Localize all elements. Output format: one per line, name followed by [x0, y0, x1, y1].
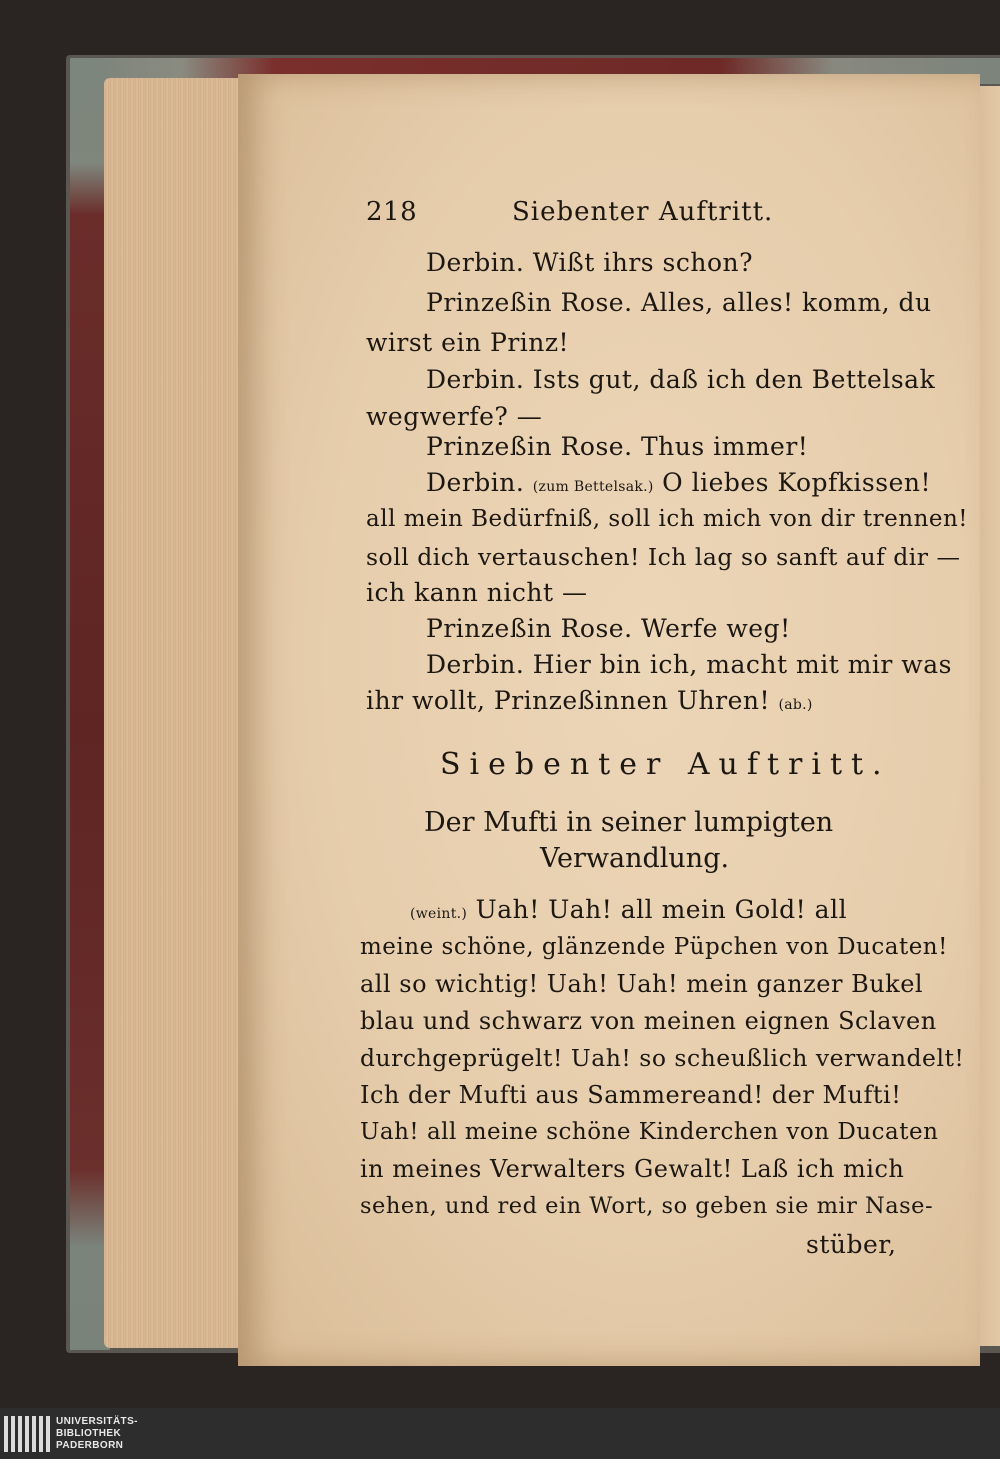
text-line: Uah! all meine schöne Kinderchen von Ducaten [360, 1119, 939, 1145]
text-line: Derbin. Ists gut, daß ich den Bettelsak [426, 365, 936, 394]
text-line: all so wichtig! Uah! Uah! mein ganzer Bukel [360, 970, 924, 998]
text-line: Derbin. Wißt ihrs schon? [426, 248, 754, 277]
text-line: soll dich vertauschen! Ich lag so sanft auf dir — [366, 543, 961, 571]
text-line: ich kann nicht — [366, 578, 588, 607]
library-name-line: BIBLIOTHEK [56, 1428, 122, 1439]
speech: ihr wollt, Prinzeßinnen Uhren! [366, 686, 771, 715]
running-head: Siebenter Auftritt. [512, 197, 774, 227]
stage-direction: (ab.) [778, 697, 813, 713]
speaker: Derbin. [426, 468, 525, 497]
text-line: in meines Verwalters Gewalt! Laß ich mich [360, 1155, 905, 1183]
library-name-line: PADERBORN [56, 1440, 124, 1451]
text-line: sehen, und red ein Wort, so geben sie mir Nase- [360, 1193, 934, 1219]
text-line: Prinzeßin Rose. Alles, alles! komm, du [426, 288, 932, 317]
library-stamp [176, 630, 216, 770]
scene-subtitle: Verwandlung. [540, 843, 730, 874]
text-line: wirst ein Prinz! [366, 328, 570, 357]
text-line: all mein Bedürfniß, soll ich mich von dir trennen! [366, 506, 969, 532]
library-banner [0, 1408, 1000, 1459]
text-line: Ich der Mufti aus Sammereand! der Mufti! [360, 1081, 902, 1109]
text-line: meine schöne, glänzende Püpchen von Ducaten! [360, 934, 948, 960]
speech: Uah! Uah! all mein Gold! all [475, 895, 848, 924]
library-logo-icon [4, 1416, 50, 1452]
scene-subtitle: Der Mufti in seiner lumpigten [424, 807, 834, 838]
stage-direction: (zum Bettelsak.) [532, 479, 654, 495]
catchword: stüber, [806, 1230, 897, 1259]
text-line: blau und schwarz von meinen eignen Sclaven [360, 1007, 937, 1035]
stage-direction: (weint.) [410, 906, 468, 922]
text-line: Prinzeßin Rose. Thus immer! [426, 432, 809, 461]
text-line: wegwerfe? — [366, 402, 543, 431]
text-line [410, 891, 847, 933]
library-name [56, 1416, 138, 1452]
text-line: durchgeprügelt! Uah! so scheußlich verwandelt! [360, 1044, 965, 1072]
page-number: 218 [366, 197, 418, 227]
text-line: Derbin. Hier bin ich, macht mit mir was [426, 650, 952, 679]
text-line [366, 682, 813, 724]
speech: O liebes Kopfkissen! [662, 468, 932, 497]
library-name-line: UNIVERSITÄTS- [56, 1416, 138, 1427]
text-line: Prinzeßin Rose. Werfe weg! [426, 614, 791, 643]
scene-title: Siebenter Auftritt. [440, 747, 891, 782]
